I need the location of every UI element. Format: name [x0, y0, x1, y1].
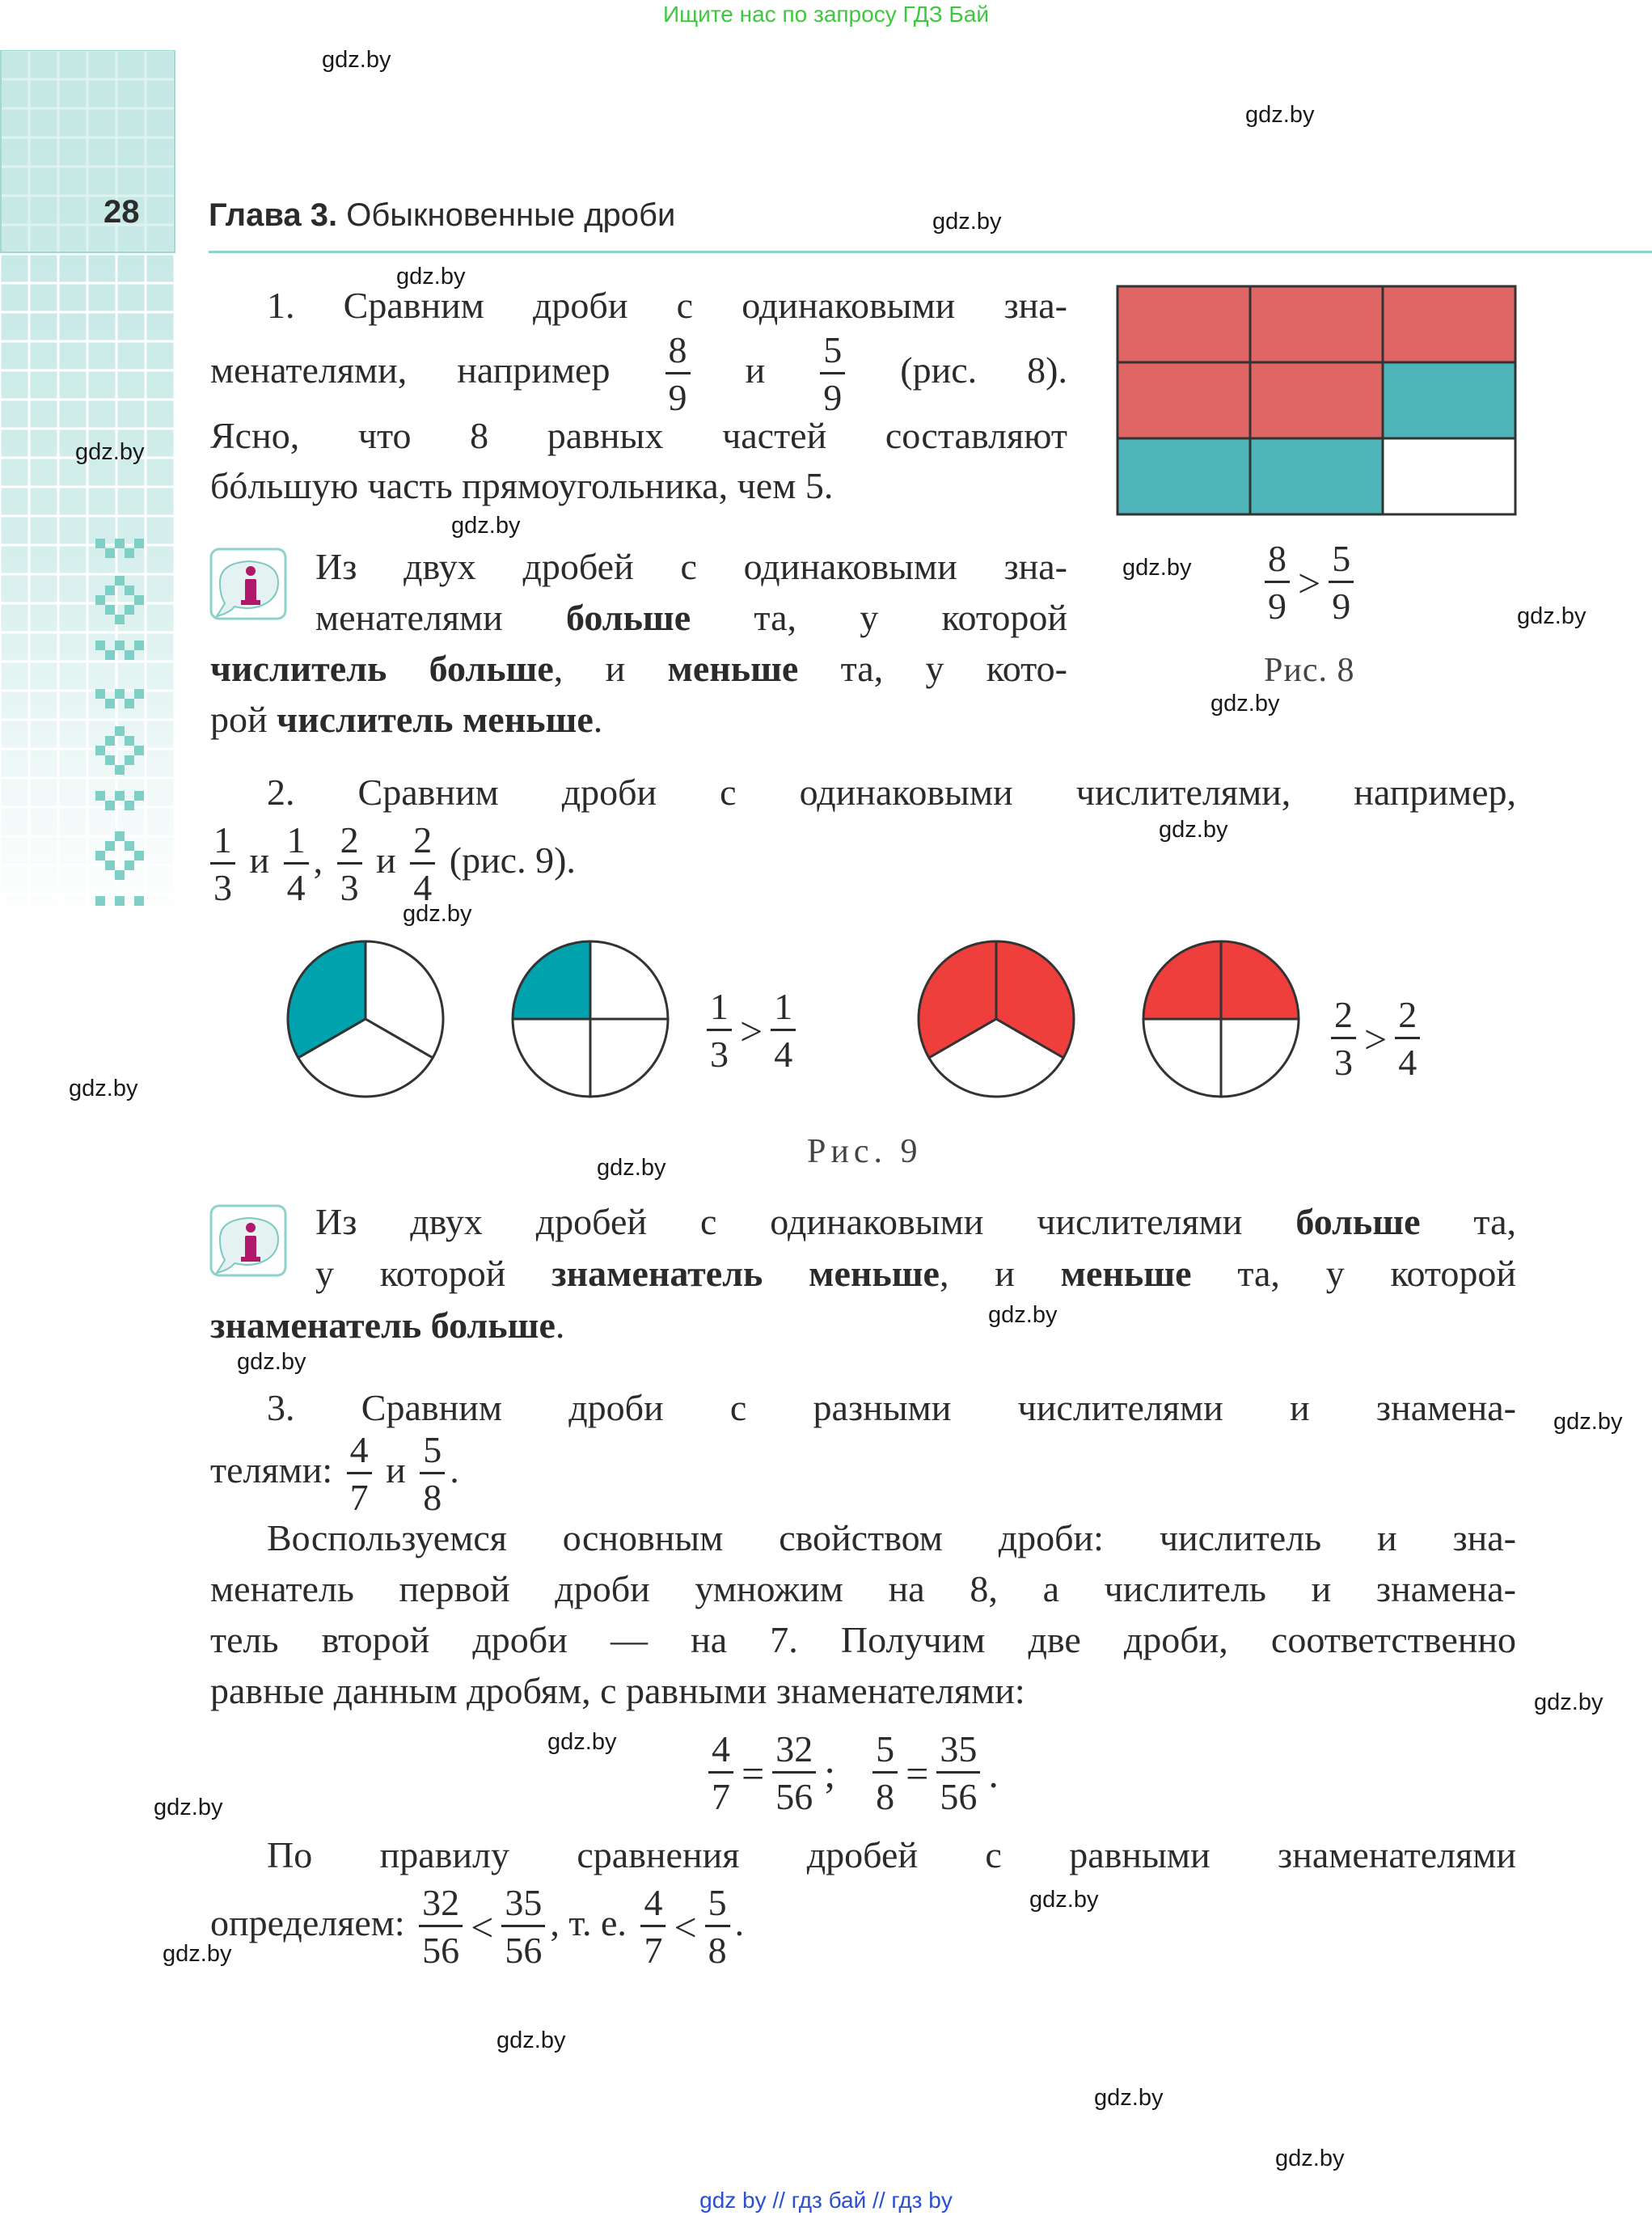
fraction-circle: [513, 941, 668, 1097]
fraction: [347, 1431, 372, 1516]
fraction: [410, 819, 435, 908]
section1-line3: Ясно, что 8 равных частей составляют: [210, 415, 1067, 456]
circle-sector: [513, 1019, 590, 1097]
numerator: 1: [284, 822, 309, 865]
para5-l2a: определяем:: [210, 1902, 405, 1944]
watermark: gdz.by: [154, 1795, 223, 1820]
rule2-l1c: та,: [1473, 1201, 1516, 1242]
fraction: [705, 1884, 730, 1969]
fraction: [1395, 996, 1420, 1081]
section3-line1: 3. Сравним дроби с разными числителями и знамена-: [267, 1387, 1516, 1428]
numerator: 5: [820, 332, 845, 374]
section3-line2: [210, 1431, 1516, 1516]
para4-line4: равные данным дробям, с равными знаменателями:: [210, 1670, 1025, 1711]
numerator: 32: [419, 1884, 463, 1927]
watermark: gdz.by: [396, 264, 466, 290]
fraction: [284, 819, 309, 908]
fraction-circle: [919, 941, 1074, 1097]
greater-sign: >: [1298, 560, 1321, 606]
fraction: [665, 329, 691, 418]
para4-line1: Воспользуемся основным свойством дроби: числитель и зна-: [267, 1517, 1516, 1558]
numerator: 1: [210, 822, 235, 865]
circle-sector: [513, 941, 590, 1019]
equation-line: [703, 1728, 1002, 1817]
less-sign: <: [674, 1904, 697, 1950]
figure9-comparison-2: [1326, 996, 1425, 1081]
circle-sector: [1221, 1019, 1299, 1097]
watermark: gdz.by: [1094, 2085, 1164, 2111]
section1-line1: 1. Сравним дроби с одинаковыми зна-: [267, 285, 1067, 326]
chapter-title: Обыкновенные дроби: [346, 197, 676, 233]
denominator: 7: [712, 1776, 730, 1817]
rule1-l2c: та, у которой: [754, 597, 1067, 638]
circle-sector: [1221, 941, 1299, 1019]
section3-l2a: телями:: [210, 1449, 333, 1491]
denominator: 9: [1268, 586, 1287, 627]
fraction: [707, 988, 732, 1073]
rule1-line1: Из двух дробей с одинаковыми зна-: [315, 546, 1067, 587]
rule2-l2e: та, у которой: [1237, 1253, 1517, 1294]
numerator: 8: [665, 332, 691, 374]
rule1-bold-numerator-less: числитель меньше: [277, 699, 594, 740]
rule1-l4a: рой: [210, 699, 268, 740]
rule2-bold-denominator-less: знаменатель меньше: [551, 1253, 940, 1294]
denominator: 4: [413, 867, 433, 908]
para5-line2: [210, 1884, 1516, 1969]
chapter-label: Глава 3.: [209, 197, 338, 233]
section2-line1: 2. Сравним дроби с одинаковыми числителями, например,: [267, 772, 1516, 813]
circle-sector: [1143, 941, 1221, 1019]
fraction: [936, 1728, 980, 1817]
denominator: 9: [823, 377, 843, 418]
fraction: [708, 1728, 733, 1817]
numerator: 32: [772, 1731, 816, 1774]
semicolon: ;: [824, 1750, 836, 1796]
fraction: [771, 988, 796, 1073]
side-ornament-strip: [0, 50, 176, 924]
rule1-l4c: .: [593, 699, 603, 740]
less-sign: <: [471, 1904, 494, 1950]
header-rule: [209, 251, 1652, 253]
fraction: [501, 1884, 545, 1969]
para4-line3: тель второй дроби — на 7. Получим две дроби, соответственно: [210, 1619, 1516, 1660]
fraction-circle: [288, 941, 443, 1097]
grid-cell: [1118, 362, 1250, 438]
figure9-caption: Рис. 9: [807, 1133, 923, 1170]
denominator: 8: [708, 1930, 727, 1971]
chapter-header: [209, 197, 675, 234]
watermark: gdz.by: [597, 1155, 666, 1181]
numerator: 35: [936, 1731, 980, 1774]
equals-sign: =: [906, 1750, 929, 1796]
figure-ref: (рис. 8).: [900, 349, 1067, 391]
denominator: 56: [775, 1776, 813, 1817]
greater-sign: >: [1364, 1016, 1388, 1062]
figure8-comparison: [1260, 540, 1358, 625]
comma: ,: [313, 839, 323, 882]
figure8-caption: Рис. 8: [1264, 652, 1355, 689]
figure-ref: (рис. 9).: [449, 839, 576, 882]
grid-cell: [1383, 286, 1515, 362]
watermark: gdz.by: [1122, 555, 1192, 581]
fraction: [1265, 540, 1290, 625]
rule1-l3b: , и: [553, 648, 626, 689]
numerator: 5: [1329, 540, 1354, 583]
denominator: 9: [668, 377, 687, 418]
watermark: gdz.by: [932, 209, 1002, 235]
figure9-comparison-1: [702, 988, 801, 1073]
denominator: 8: [423, 1477, 442, 1518]
numerator: 4: [640, 1884, 665, 1927]
rule2-bold-denominator-more: знаменатель больше: [210, 1304, 556, 1346]
rule1-l2a: менателями: [315, 597, 503, 638]
numerator: 2: [1395, 996, 1420, 1039]
denominator: 4: [774, 1034, 793, 1075]
numerator: 4: [708, 1731, 733, 1774]
greater-sign: >: [740, 1008, 763, 1054]
fraction: [1331, 996, 1356, 1081]
denominator: 9: [1332, 586, 1351, 627]
watermark: gdz.by: [75, 439, 145, 465]
denominator: 3: [1334, 1042, 1353, 1083]
watermark: gdz.by: [322, 47, 391, 73]
fraction-circle: [1143, 941, 1299, 1097]
grid-cell: [1383, 438, 1515, 514]
rule2-line2: [210, 1248, 1516, 1299]
equals-sign: =: [741, 1750, 765, 1796]
fraction: [640, 1884, 665, 1969]
denominator: 8: [876, 1776, 895, 1817]
numerator: 5: [420, 1431, 445, 1474]
rule2-bold-more: больше: [1295, 1201, 1421, 1242]
rule1-line3: [210, 643, 1067, 694]
fraction: [419, 1884, 463, 1969]
grid-cell: [1250, 438, 1383, 514]
watermark: gdz.by: [1210, 691, 1280, 717]
fraction: [210, 819, 235, 908]
rule2-bold-less: меньше: [1060, 1253, 1192, 1294]
fraction: [772, 1728, 816, 1817]
grid-cell: [1250, 362, 1383, 438]
denominator: 56: [422, 1930, 460, 1971]
section2-line2: [210, 819, 1516, 908]
denominator: 56: [505, 1930, 543, 1971]
grid-cell: [1383, 362, 1515, 438]
watermark: gdz.by: [1245, 102, 1315, 128]
rule2-l2a: у которой: [315, 1253, 506, 1294]
and-word: и: [249, 839, 270, 882]
rule2-line3: [210, 1300, 1516, 1351]
watermark: gdz.by: [451, 513, 521, 539]
watermark: gdz.by: [547, 1729, 617, 1755]
watermark: gdz.by: [1275, 2146, 1345, 2171]
top-search-link[interactable]: Ищите нас по запросу ГДЗ Бай: [662, 2, 990, 27]
bottom-site-links[interactable]: gdz by // гдз бай // гдз by: [699, 2188, 953, 2213]
watermark: gdz.by: [1534, 1689, 1603, 1715]
numerator: 2: [337, 822, 362, 865]
rule2-line1: [210, 1196, 1516, 1247]
and-word: и: [745, 349, 766, 391]
numerator: 35: [501, 1884, 545, 1927]
watermark: gdz.by: [496, 2027, 566, 2053]
numerator: 1: [707, 988, 732, 1031]
section1-line4: бóльшую часть прямоугольника, чем 5.: [210, 465, 834, 506]
grid-cell: [1118, 438, 1250, 514]
para5-line1: По правилу сравнения дробей с равными знаменателями: [267, 1834, 1516, 1875]
watermark: gdz.by: [1159, 817, 1228, 843]
period: .: [988, 1750, 999, 1796]
grid-cell: [1250, 286, 1383, 362]
fraction: [820, 329, 845, 418]
fraction: [420, 1431, 445, 1516]
rule2-l2c: , и: [939, 1253, 1015, 1294]
watermark: gdz.by: [988, 1302, 1058, 1328]
and-word: и: [386, 1449, 406, 1491]
denominator: 3: [340, 867, 359, 908]
denominator: 4: [286, 867, 306, 908]
period: .: [450, 1449, 459, 1491]
watermark: gdz.by: [163, 1941, 232, 1967]
numerator: 4: [347, 1431, 372, 1474]
section1-line2-text: менателями, например: [210, 349, 611, 391]
watermark: gdz.by: [1553, 1409, 1623, 1435]
denominator: 3: [710, 1034, 729, 1075]
rule2-l3b: .: [555, 1304, 565, 1346]
para4-line2: менатель первой дроби умножим на 8, а числитель и знамена-: [210, 1568, 1516, 1609]
numerator: 1: [771, 988, 796, 1031]
and-word: и: [376, 839, 396, 882]
circle-sector: [590, 1019, 668, 1097]
figure8-rectangle: [1116, 285, 1520, 519]
rule2-l1a: Из двух дробей с одинаковыми числителями: [315, 1201, 1243, 1242]
denominator: 7: [349, 1477, 369, 1518]
watermark: gdz.by: [69, 1076, 138, 1101]
rule1-line2: [210, 592, 1067, 643]
rule1-bold-more: больше: [565, 597, 691, 638]
numerator: 5: [872, 1731, 898, 1774]
rule1-bold-numerator-more: числитель больше: [210, 648, 554, 689]
denominator: 3: [213, 867, 232, 908]
numerator: 8: [1265, 540, 1290, 583]
denominator: 7: [644, 1930, 663, 1971]
grid-cell: [1118, 286, 1250, 362]
period: .: [734, 1902, 745, 1944]
numerator: 5: [705, 1884, 730, 1927]
para5-mid: , т. е.: [550, 1902, 627, 1944]
denominator: 56: [940, 1776, 978, 1817]
denominator: 4: [1398, 1042, 1418, 1083]
rule1-line4: [210, 694, 1067, 745]
rule1-bold-less: меньше: [667, 648, 799, 689]
watermark: gdz.by: [403, 901, 472, 927]
fraction: [1329, 540, 1354, 625]
fraction: [872, 1728, 898, 1817]
numerator: 2: [1331, 996, 1356, 1039]
watermark: gdz.by: [1029, 1887, 1099, 1913]
circle-sector: [590, 941, 668, 1019]
rule1-l3d: та, у кото-: [840, 648, 1067, 689]
watermark: gdz.by: [237, 1349, 306, 1375]
circle-sector: [1143, 1019, 1221, 1097]
page-number: 28: [104, 194, 140, 230]
section1-line2: [210, 329, 1067, 418]
watermark: gdz.by: [1517, 603, 1587, 629]
numerator: 2: [410, 822, 435, 865]
fraction: [337, 819, 362, 908]
